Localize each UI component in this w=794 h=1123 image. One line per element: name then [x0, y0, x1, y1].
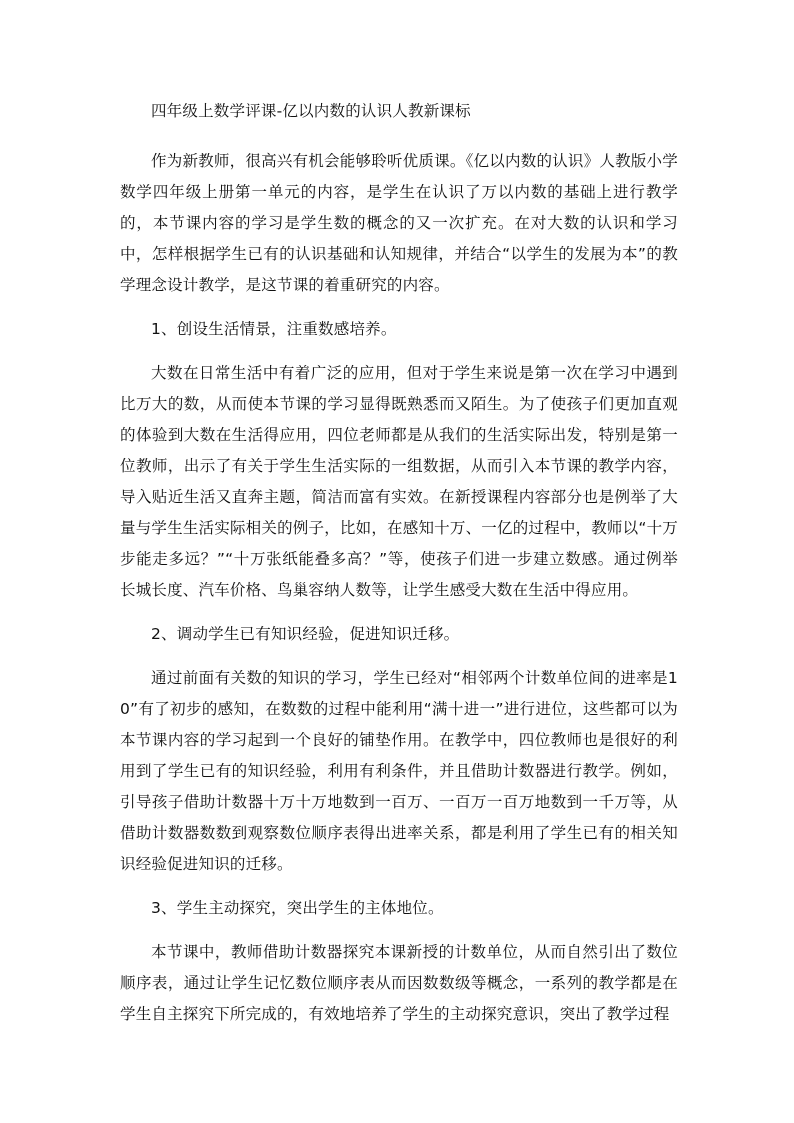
section-heading-2: 2、调动学生已有知识经验，促进知识迁移。	[151, 625, 460, 643]
document-title: 四年级上数学评课-亿以内数的认识人教新课标	[151, 102, 471, 120]
section-paragraph-3: 本节课中，教师借助计数器探究本课新授的计数单位，从而自然引出了数位顺序表，通过让学生记忆数位顺序表从而因数数级等概念，一系列的教学都是在学生自主探究下所完成的，有效地培养了学生的主动探究意识，突出了教学过程	[120, 943, 678, 1023]
section-heading-1: 1、创设生活情景，注重数感培养。	[151, 320, 397, 338]
section-heading-3: 3、学生主动探究，突出学生的主体地位。	[151, 899, 444, 917]
section-paragraph-2: 通过前面有关数的知识的学习，学生已经对“相邻两个计数单位间的进率是10”有了初步的感知，在数数的过程中能利用“满十进一”进行进位，这些都可以为本节课内容的学习起到一个良好的铺垫作用。在教学中，四位教师也是很好的利用到了学生已有的知识经验，利用有利条件，并且借助计数器进行教学。例如，引导孩子借助计数器十万十万地数到一百万、一百万一百万地数到一千万等，从借助计数器数数到观察数位顺序表得出进率关系，都是利用了学生已有的相关知识经验促进知识的迁移。	[120, 669, 678, 873]
document-body	[120, 96, 678, 1043]
intro-paragraph: 作为新教师，很高兴有机会能够聆听优质课。《亿以内数的认识》人教版小学数学四年级上册第一单元的内容，是学生在认识了万以内数的基础上进行教学的，本节课内容的学习是学生数的概念的又一次扩充。在对大数的认识和学习中，怎样根据学生已有的认识基础和认知规律，并结合“以学生的发展为本”的教学理念设计教学，是这节课的着重研究的内容。	[120, 152, 678, 294]
section-paragraph-1: 大数在日常生活中有着广泛的应用，但对于学生来说是第一次在学习中遇到比万大的数，从而使本节课的学习显得既熟悉而又陌生。为了使孩子们更加直观的体验到大数在生活得应用，四位老师都是从我们的生活实际出发，特别是第一位教师，出示了有关于学生生活实际的一组数据，从而引入本节课的教学内容，导入贴近生活又直奔主题，简洁而富有实效。在新授课程内容部分也是例举了大量与学生生活实际相关的例子，比如，在感知十万、一亿的过程中，教师以“十万步能走多远？”“十万张纸能叠多高？”等，使孩子们进一步建立数感。通过例举长城长度、汽车价格、鸟巢容纳人数等，让学生感受大数在生活中得应用。	[120, 364, 678, 599]
